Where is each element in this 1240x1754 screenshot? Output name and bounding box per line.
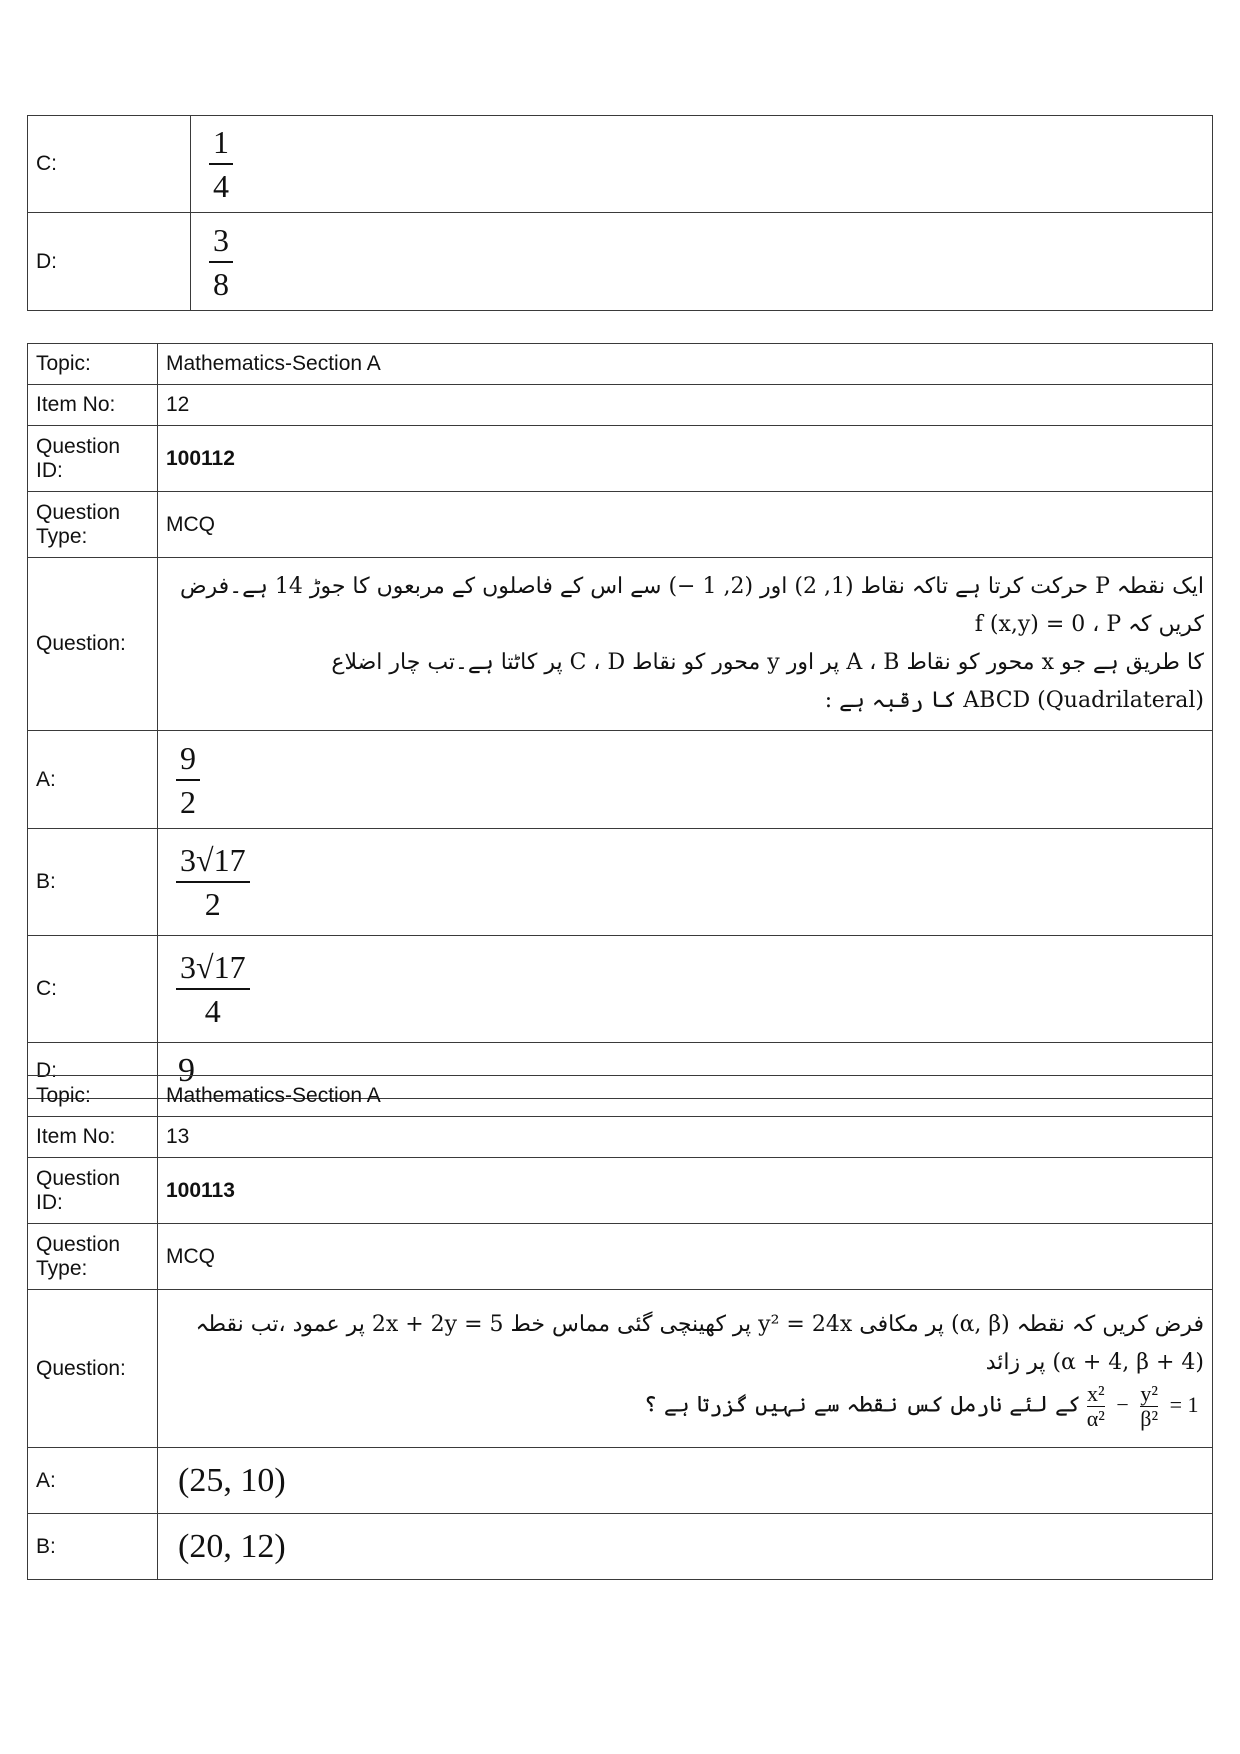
- option-row: [28, 1448, 1213, 1514]
- numerator: 9: [180, 739, 196, 776]
- question-id-label: Question ID:: [28, 1158, 158, 1224]
- question-type-row: [28, 1224, 1213, 1290]
- item-label: Item No:: [28, 385, 158, 426]
- numerator: 1: [213, 124, 229, 160]
- fraction: [176, 739, 200, 821]
- option-value: [158, 829, 1213, 936]
- option-label: D:: [28, 1043, 158, 1099]
- question-id-value: 100113: [158, 1158, 1213, 1224]
- x-numerator: x²: [1086, 1381, 1105, 1406]
- question-line-2: [166, 1382, 1204, 1431]
- numerator: 3√17: [180, 949, 246, 985]
- denominator: 4: [213, 168, 229, 204]
- y-numerator: y²: [1140, 1381, 1158, 1406]
- option-label: A:: [28, 731, 158, 829]
- topic-label: Topic:: [28, 344, 158, 385]
- equation-rhs: = 1: [1169, 1391, 1199, 1417]
- question-label: Question:: [28, 1290, 158, 1448]
- denominator: 8: [213, 265, 229, 302]
- question-type-value: MCQ: [158, 492, 1213, 558]
- fraction: [209, 221, 233, 303]
- numerator: 3: [213, 221, 229, 258]
- topic-row: [28, 1076, 1213, 1117]
- x-denominator: α²: [1086, 1406, 1105, 1431]
- question-line-2-text: کے لئے نارمل کس نقطہ سے نہیں گزرتا ہے ؟: [643, 1392, 1081, 1418]
- fraction: [209, 123, 233, 205]
- question-row: [28, 558, 1213, 731]
- option-value: [191, 213, 1213, 311]
- denominator: 2: [204, 886, 221, 922]
- question-id-row: [28, 1158, 1213, 1224]
- option-row: [28, 116, 1213, 213]
- question-row: [28, 1290, 1213, 1448]
- fraction: [176, 841, 250, 923]
- topic-label: Topic:: [28, 1076, 158, 1117]
- minus-sign: −: [1116, 1391, 1129, 1417]
- option-label: B:: [28, 829, 158, 936]
- option-value: [158, 936, 1213, 1043]
- question-id-row: [28, 426, 1213, 492]
- question-line-1: فرض کریں کہ نقطہ (α, β) پر مکافی y² = 24x پر کھینچی گئی مماس خط 2x + 2y = 5 پر عمود ،تب نقطہ (α + 4, β + 4) پر زائد: [195, 1312, 1204, 1375]
- option-label: C:: [28, 116, 191, 213]
- x-fraction: [1087, 1382, 1105, 1431]
- option-label: C:: [28, 936, 158, 1043]
- item-row: [28, 1117, 1213, 1158]
- item-label: Item No:: [28, 1117, 158, 1158]
- option-value: [158, 731, 1213, 829]
- y-fraction: [1140, 1382, 1158, 1431]
- item-value: 13: [158, 1117, 1213, 1158]
- question-text: [158, 558, 1213, 731]
- option-text: 9: [178, 1051, 195, 1089]
- option-row: [28, 1514, 1213, 1580]
- question-type-label: Question Type:: [28, 492, 158, 558]
- question-type-row: [28, 492, 1213, 558]
- numerator: 3√17: [180, 842, 246, 878]
- question-line-1: ایک نقطہ P حرکت کرتا ہے تاکہ نقاط (1, 2) اور (2, 1 −) سے اس کے فاصلوں کے مربعوں کا جوڑ 14 ہے۔فرض کریں کہ f (x,y) = 0 ، P: [179, 574, 1204, 637]
- question-type-value: MCQ: [158, 1224, 1213, 1290]
- option-label: A:: [28, 1448, 158, 1514]
- question-line-2: کا طریق ہے جو x محور کو نقاط A ، B پر اور y محور کو نقاط C ، D پر کاٹتا ہے۔تب چار اضلاع (Quadrilateral) ABCD کا رقبہ ہے :: [331, 650, 1204, 713]
- question-type-label: Question Type:: [28, 1224, 158, 1290]
- option-value: [158, 1514, 1213, 1580]
- option-text: (20, 12): [178, 1527, 286, 1565]
- topic-row: [28, 344, 1213, 385]
- denominator: 4: [204, 993, 221, 1029]
- question-text: [158, 1290, 1213, 1448]
- option-value: [158, 1448, 1213, 1514]
- y-denominator: β²: [1140, 1406, 1159, 1431]
- previous-question-options-table: [27, 115, 1213, 311]
- item-row: [28, 385, 1213, 426]
- question-12-table: [27, 343, 1213, 1099]
- option-row: [28, 213, 1213, 311]
- option-label: B:: [28, 1514, 158, 1580]
- option-value: [191, 116, 1213, 213]
- fraction: [176, 948, 250, 1030]
- question-label: Question:: [28, 558, 158, 731]
- option-row: [28, 731, 1213, 829]
- question-id-value: 100112: [158, 426, 1213, 492]
- item-value: 12: [158, 385, 1213, 426]
- option-row: [28, 936, 1213, 1043]
- topic-value: Mathematics-Section A: [158, 344, 1213, 385]
- topic-value: Mathematics-Section A: [158, 1076, 1213, 1117]
- hyperbola-equation: [1081, 1381, 1204, 1431]
- question-id-label: Question ID:: [28, 426, 158, 492]
- denominator: 2: [180, 783, 196, 820]
- option-row: [28, 829, 1213, 936]
- question-13-table: [27, 1075, 1213, 1580]
- option-text: (25, 10): [178, 1461, 286, 1499]
- option-label: D:: [28, 213, 191, 311]
